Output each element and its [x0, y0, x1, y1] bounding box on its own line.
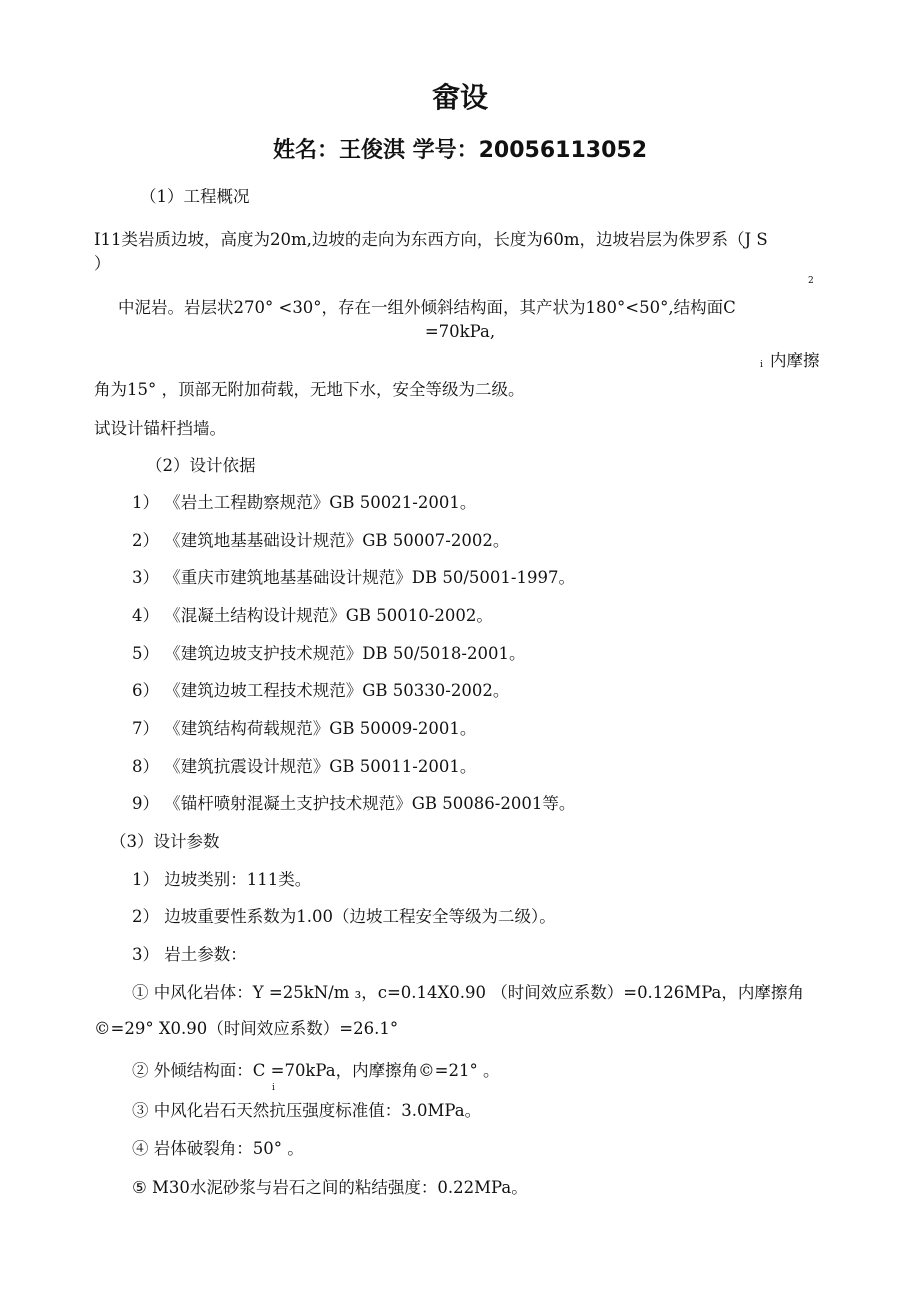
author-line: 姓名：王俊淇 学号：20056113052 [272, 138, 648, 163]
overview-line-1: I11类岩质边坡，高度为20m,边坡的走向为东西方向，长度为60m，边坡岩层为侏罗系（J S [94, 230, 768, 249]
subscript-i-2: i [272, 1083, 275, 1093]
rock-param-5: ⑤ M30水泥砂浆与岩石之间的粘结强度：0.22MPa。 [132, 1178, 528, 1197]
rock-param-4: ④ 岩体破裂角：50° 。 [132, 1139, 304, 1158]
basis-item: 6） 《建筑边坡工程技术规范》GB 50330-2002。 [132, 681, 510, 700]
overview-line-4: 角为15° ，顶部无附加荷载，无地下水，安全等级为二级。 [94, 380, 525, 399]
section-3-heading: （3）设计参数 [110, 832, 220, 851]
rock-param-1b: ©=29° X0.90（时间效应系数）=26.1° [94, 1019, 399, 1038]
basis-item: 3） 《重庆市建筑地基基础设计规范》DB 50/5001-1997。 [132, 568, 575, 587]
overview-line-2: 中泥岩。岩层状270° <30°，存在一组外倾斜结构面，其产状为180°<50°,结构面C [118, 298, 736, 317]
basis-item: 1） 《岩土工程勘察规范》GB 50021-2001。 [132, 493, 477, 512]
subscript-i: i [760, 360, 763, 370]
basis-item: 7） 《建筑结构荷载规范》GB 50009-2001。 [132, 719, 477, 738]
overview-line-3: 内摩擦 [770, 351, 820, 370]
overview-line-2-end: =70kPa, [424, 322, 496, 341]
basis-item: 9） 《锚杆喷射混凝土支护技术规范》GB 50086-2001等。 [132, 794, 576, 813]
document-title: 畲设 [431, 81, 488, 114]
param-item-2: 2） 边坡重要性系数为1.00（边坡工程安全等级为二级）。 [132, 907, 556, 926]
section-2-heading: （2）设计依据 [146, 456, 256, 475]
rock-param-2: ② 外倾结构面：C =70kPa，内摩擦角©=21° 。 [132, 1061, 500, 1080]
overview-line-5: 试设计锚杆挡墙。 [94, 419, 226, 438]
param-item-1: 1） 边坡类别：111类。 [132, 870, 312, 889]
basis-item: 4） 《混凝土结构设计规范》GB 50010-2002。 [132, 606, 493, 625]
basis-item: 5） 《建筑边坡支护技术规范》DB 50/5018-2001。 [132, 644, 526, 663]
param-item-3: 3） 岩土参数： [132, 945, 247, 964]
basis-item: 8） 《建筑抗震设计规范》GB 50011-2001。 [132, 757, 477, 776]
basis-item: 2） 《建筑地基基础设计规范》GB 50007-2002。 [132, 531, 510, 550]
rock-param-1a: ① 中风化岩体：Y =25kN/m ₃，c=0.14X0.90 （时间效应系数）=0.126MPa，内摩擦角 [132, 983, 804, 1002]
rock-param-3: ③ 中风化岩石天然抗压强度标准值：3.0MPa。 [132, 1101, 482, 1120]
overview-line-1-end: ） [94, 254, 111, 273]
section-1-heading: （1）工程概况 [140, 187, 250, 206]
superscript-2: 2 [808, 276, 814, 286]
